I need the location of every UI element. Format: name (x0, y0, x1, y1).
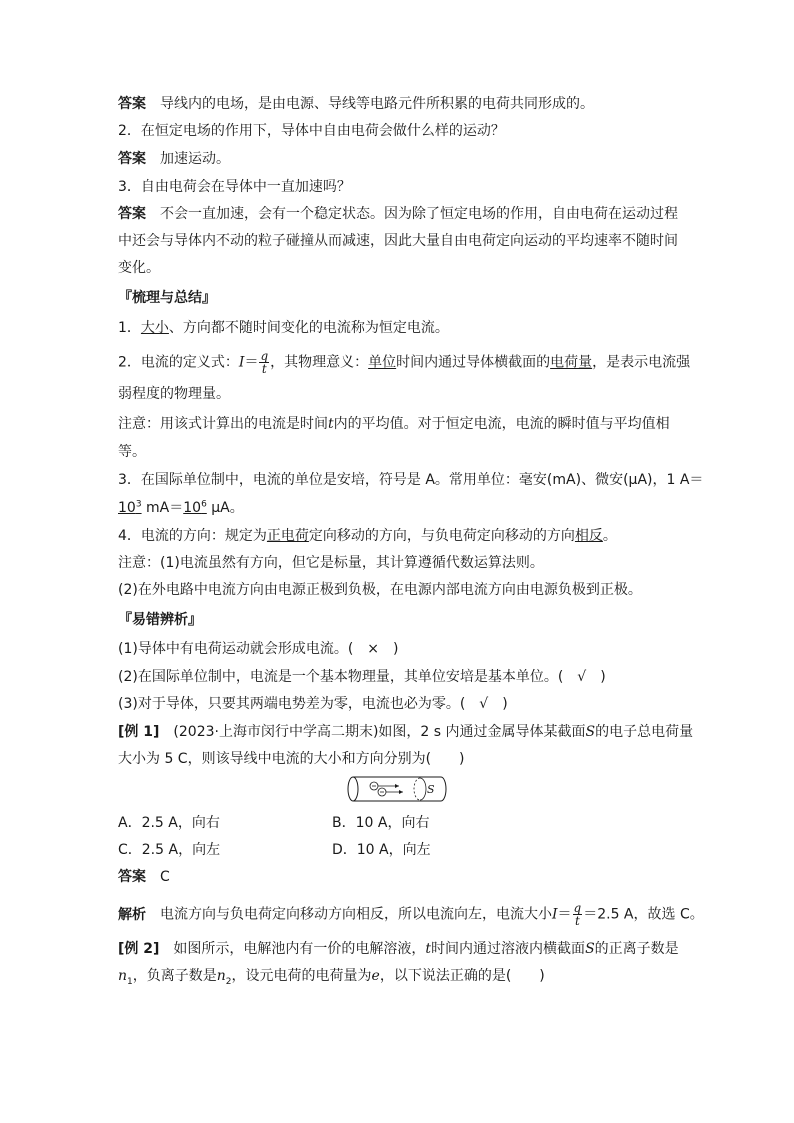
error-item-3: (3)对于导体，只要其两端电势差为零，电流也必为零。( √ ) (118, 696, 508, 712)
text: ，其物理意义： (270, 354, 369, 371)
text: μA。 (206, 500, 244, 516)
answer-3-cont2: 变化。 (118, 260, 160, 276)
summary-point-2 (118, 350, 690, 375)
equals-sign: ＝ (557, 906, 572, 923)
text: 注意：用该式计算出的电流是时间 (118, 416, 328, 432)
subscript: 1 (127, 976, 133, 987)
analysis-label: 解析 (118, 906, 146, 923)
option-A: A．2.5 A，向右 (118, 815, 220, 831)
figure-label-S: S (427, 783, 435, 796)
underlined-text: 电荷量 (550, 354, 593, 371)
text: 时间内通过溶液内横截面 (431, 941, 586, 957)
arrow-head-icon (395, 784, 399, 788)
equals-sign: ＝ (244, 354, 259, 371)
symbol-t: t (328, 416, 334, 432)
conductor-left-end (353, 777, 358, 801)
text: 2．电流的定义式： (118, 354, 239, 371)
base: 10 (183, 500, 202, 516)
answer-3-cont: 中还会与导体内不动的粒子碰撞从而减速，因此大量自由电荷定向运动的平均速率不随时间 (118, 233, 678, 249)
answer-2 (118, 149, 230, 169)
answer-text: C (160, 869, 170, 885)
text: ，设元电荷的电荷量为 (231, 968, 372, 984)
text: mA＝ (141, 500, 184, 516)
underlined-power (118, 500, 142, 516)
text: ＝2.5 A，故选 C。 (583, 906, 704, 923)
example-tag: [例 2] (118, 941, 160, 957)
underlined-text: 相反 (574, 528, 603, 544)
symbol-e: e (371, 968, 380, 984)
conductor-figure (347, 776, 447, 802)
arrow-head-icon (399, 790, 403, 794)
underlined-text: 正电荷 (266, 528, 309, 544)
answer-text: 导线内的电场，是由电源、导线等电路元件所积累的电荷共同形成的。 (160, 96, 594, 112)
summary-point-4 (118, 526, 617, 546)
example-1-line-1 (118, 722, 693, 742)
fraction-q-over-t (259, 350, 269, 375)
question-3: 3．自由电荷会在导体中一直加速吗？ (118, 179, 351, 195)
note-2: 注意：(1)电流虽然有方向，但它是标量，其计算遵循代数运算法则。 (118, 555, 544, 571)
exponent: 3 (135, 499, 142, 510)
answer-text: 加速运动。 (160, 151, 230, 167)
example-tag: [例 1] (118, 724, 160, 740)
text: (2023·上海市闵行中学高二期末)如图，2 s 内通过金属导体某截面 (173, 724, 586, 740)
option-D: D．10 A，向左 (332, 842, 431, 858)
answer-text: 不会一直加速，会有一个稳定状态。因为除了恒定电场的作用，自由电荷在运动过程 (160, 206, 678, 222)
example-2-line-1 (118, 939, 679, 959)
option-B: B．10 A，向右 (332, 815, 430, 831)
exponent: 6 (201, 499, 207, 510)
cross-section-solid (420, 778, 426, 800)
symbol-n: n (118, 968, 128, 984)
text: 电流方向与负电荷定向移动方向相反，所以电流向左，电流大小 (160, 906, 552, 923)
summary-point-3-cont (118, 498, 244, 518)
text: 时间内通过导体横截面的 (396, 354, 551, 371)
example-1-line-2: 大小为 5 C，则该导线中电流的大小和方向分别为( ) (118, 751, 465, 767)
text: ，负离子数是 (132, 968, 217, 984)
numerator: q (573, 901, 582, 915)
answer-3 (118, 204, 678, 224)
text: 如图所示，电解池内有一价的电解溶液， (173, 941, 426, 957)
summary-point-1 (118, 318, 449, 338)
text: 的正离子数是 (594, 941, 679, 957)
answer-label: 答案 (118, 151, 146, 167)
summary-point-2-cont: 弱程度的物理量。 (118, 386, 230, 402)
error-item-2: (2)在国际单位制中，电流是一个基本物理量，其单位安培是基本单位。( √ ) (118, 669, 606, 685)
error-item-1: (1)导体中有电荷运动就会形成电流。( × ) (118, 641, 399, 657)
note-1 (118, 414, 670, 434)
subscript: 2 (225, 976, 232, 987)
underlined-text: 大小 (140, 320, 169, 336)
text: ，是表示电流强 (592, 354, 691, 371)
fraction-q-over-t (573, 902, 583, 927)
answer-line-1 (118, 94, 594, 114)
symbol-I: I (238, 354, 245, 371)
option-C: C．2.5 A，向左 (118, 842, 221, 858)
example-1-analysis (118, 902, 704, 927)
text: ，以下说法正确的是( ) (379, 968, 545, 984)
text: 1． (118, 320, 141, 336)
cross-section-dashed (414, 778, 420, 800)
underlined-power (183, 500, 207, 516)
text: 内的平均值。对于恒定电流，电流的瞬时值与平均值相 (333, 416, 670, 432)
symbol-n: n (216, 968, 226, 984)
answer-label: 答案 (118, 96, 146, 112)
text: 、方向都不随时间变化的电流称为恒定电流。 (168, 320, 449, 336)
example-1-answer (118, 867, 170, 887)
base: 10 (118, 500, 136, 516)
text: 4．电流的方向：规定为 (118, 528, 267, 544)
summary-point-3: 3．在国际单位制中，电流的单位是安培，符号是 A。常用单位：毫安(mA)、微安(μA)，1 A＝ (118, 472, 704, 488)
symbol-S: S (585, 724, 596, 740)
answer-label: 答案 (118, 206, 146, 222)
errors-heading: 『易错辨析』 (118, 612, 202, 628)
denominator: t (574, 914, 580, 928)
symbol-t: t (425, 941, 432, 957)
symbol-S: S (585, 941, 595, 957)
question-2: 2．在恒定电场的作用下，导体中自由电荷会做什么样的运动？ (118, 123, 505, 139)
summary-heading: 『梳理与总结』 (118, 290, 216, 306)
numerator: q (260, 349, 269, 363)
underlined-text: 单位 (368, 354, 397, 371)
text: 定向移动的方向，与负电荷定向移动的方向 (308, 528, 575, 544)
answer-label: 答案 (118, 869, 146, 885)
text: 。 (602, 528, 617, 544)
symbol-I: I (552, 906, 558, 923)
example-2-line-2 (118, 966, 545, 986)
denominator: t (261, 362, 267, 376)
note-3: (2)在外电路中电流方向由电源正极到负极，在电源内部电流方向由电源负极到正极。 (118, 582, 642, 598)
note-1-cont: 等。 (118, 444, 146, 460)
text: 的电子总电荷量 (595, 724, 694, 740)
